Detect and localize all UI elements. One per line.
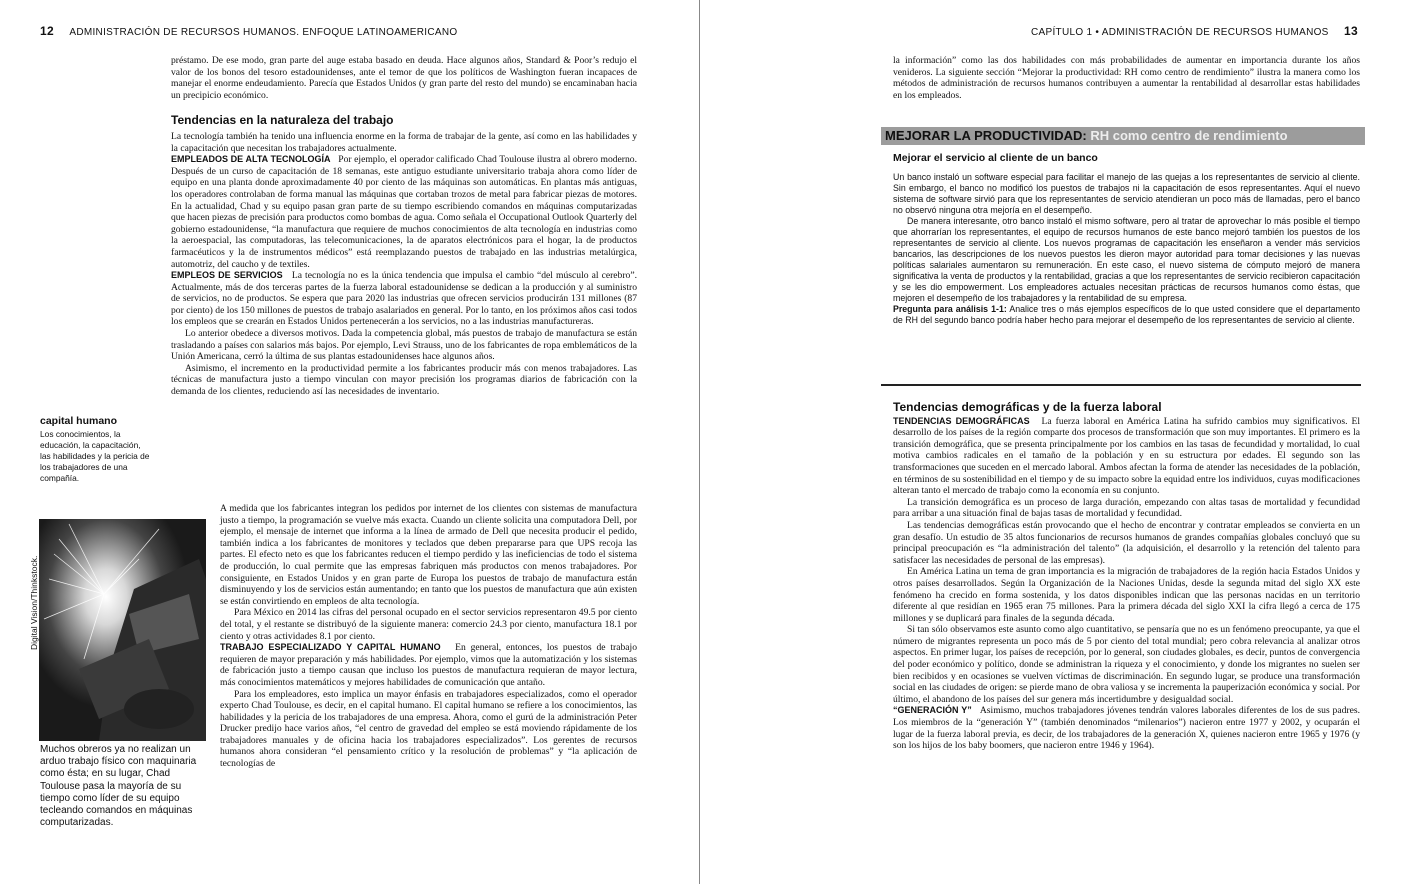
left-s3-head: TRABAJO ESPECIALIZADO Y CAPITAL HUMANO [220, 642, 441, 653]
margin-def: Los conocimientos, la educación, la capacitación, las habilidades y la pericia de los trabajadores de una compañía. [40, 429, 150, 483]
welding-photo [39, 519, 206, 741]
left-s2-text: La tecnología no es la única tendencia que impulsa el cambio “del músculo al cerebro”. Actualmente, más de dos terceras partes de la fuerza laboral estadounidense se dedican a la producción y al suministro de servicios, no de productos. Se espera que para 2020 las industrias que ofrecen servicios producirán 131 millones (87 por ciento) de los 150 millones de puestos de trabajo asalariados en general. Por lo tanto, en los próximos años casi todos los empleos que se crearán en Estados Unidos pertenecerán a los servicios, no a las industrias manufactureras. [171, 270, 637, 328]
margin-definition [40, 415, 152, 484]
left-p2: Lo anterior obedece a diversos motivos. Dada la competencia global, más puestos de trabajo de manufactura se están trasladando a países con salarios más bajos. Por ejemplo, Levi Strauss, uno de los fabricantes de ropa emblemáticos de la Unión Americana, cerró la última de sus plantas estadounidenses hace algunos años. [171, 328, 637, 363]
box-heading: Mejorar el servicio al cliente de un banco [893, 152, 1098, 164]
left-section-skilled [220, 642, 637, 688]
margin-term: capital humano [40, 415, 118, 427]
left-p3a: Asimismo, el incremento en la productividad permite a los fabricantes producir más con menos trabajadores. Las técnicas de manufactura justo a tiempo vinculan con mayor precisión los programas diarios de fabricación con la demanda de los clientes, reduciendo así las necesidades de inventario. [171, 362, 637, 398]
right-body [893, 390, 1360, 752]
left-p3b: A medida que los fabricantes integran los pedidos por internet de los clientes con sistemas de manufactura justo a tiempo, la programación se vuelve más exacta. Cuando un cliente solicita una computadora Dell, por ejemplo, el mensaje de internet que informa a la línea de armado de Dell que necesita producir el pedido, también indica a los fabricantes de monitores y teclados que deben prepararse para que UPS recoja las partes. El efecto neto es que los fabricantes reducen el tiempo perdido y las ineficiencias de todo el sistema de producción, lo cual permite que las empresas fabriquen más productos con menos trabajadores. Por consiguiente, en Estados Unidos y en gran parte de Europa los puestos de trabajo de manufactura están disminuyendo y los de servicios están aumentando; en tanto que los puestos de manufactura que aún existen se están convirtiendo en empleos de alta tecnología. [220, 503, 637, 607]
left-section-high-tech [171, 154, 637, 270]
right-page [701, 0, 1402, 884]
left-s1-head: EMPLEADOS DE ALTA TECNOLOGÍA [171, 154, 331, 165]
question-text: Analice tres o más ejemplos específicos de lo que usted considere que el departamento de RH del segundo banco podría haber hecho para mejorar el desempeño de los representantes de servicio al cliente. [893, 304, 1360, 325]
left-running-header [40, 24, 457, 38]
box-p2: De manera interesante, otro banco instaló el mismo software, pero al tratar de aprovechar lo más posible el tiempo que ahorrarían los representantes, el equipo de recursos humanos de este banco mejoró también los puestos de los representantes de servicio al cliente. Los nuevos programas de capacitación les enseñaron a vender más servicios bancarios, las descripciones de los nuevos puestos les dieron mayor autoridad para tomar decisiones y las nuevas políticas salariales aumentaron su remuneración. En este caso, el nuevo sistema de cómputo mejoró de manera significativa la venta de productos y la rentabilidad, gracias a que los representantes de servicio recibieron capacitación y se les dio empowerment. Los empleadores actuales necesitan prácticas de recursos humanos como éstas, que mejoren el desempeño de los trabajadores y la rentabilidad de su empresa. [893, 216, 1360, 303]
right-p1: La transición demográfica es un proceso de larga duración, empezando con altas tasas de mortalidad y fecundidad para arribar a una situación final de bajas tasas de mortalidad y fecundidad. [893, 496, 1360, 520]
question-label: Pregunta para análisis 1-1: [893, 304, 1007, 314]
left-p5: Para los empleadores, esto implica un mayor énfasis en trabajadores especializados, como el operador experto Chad Toulouse, es decir, en el capital humano. El capital humano se refiere a los conocimientos, las habilidades y la pericia de los trabajadores de una empresa. Ahora, como el gurú de la administración Peter Drucker predijo hace varios años, “el centro de gravedad del empleo se está moviendo rápidamente de los trabajadores manuales y de oficina hacia los trabajadores especializados”. Los gerentes de recursos humanos ahora consideran “el pensamiento crítico y la resolución de problemas” y “la aplicación de tecnologías de [220, 688, 637, 770]
right-intro-block [893, 55, 1360, 101]
productivity-box [893, 153, 1360, 326]
banner-main: MEJORAR LA PRODUCTIVIDAD: [885, 128, 1087, 143]
left-s3-text: En general, entonces, los puestos de trabajo requieren de mayor preparación y más habilidades. Por ejemplo, vimos que la automatización y los sistemas de fabricación justo a tiempo causan que incluso los puestos de manufactura requieran de mayor lectura, más conocimientos matemáticos y mejores habilidades de comunicación que antaño. [220, 642, 637, 688]
right-s2-head: “GENERACIÓN Y” [893, 705, 972, 716]
left-section-services [171, 270, 637, 328]
left-s2-head: EMPLEOS DE SERVICIOS [171, 270, 283, 281]
right-running-header [1031, 24, 1358, 38]
banner-sub: RH como centro de rendimiento [1090, 128, 1288, 143]
welding-photo-illustration [39, 519, 206, 741]
box-p1: Un banco instaló un software especial para facilitar el manejo de las quejas a los representantes de servicio al cliente. Sin embargo, el banco no modificó los puestos de trabajos ni la capacitación de esos representantes. Aquí el nuevo sistema de software sirvió para que los representantes de servicio atendieran un poco más de llamadas, pero el banco no observó ninguna otra mejoría en el desempeño. [893, 172, 1360, 215]
left-p1: La tecnología también ha tenido una influencia enorme en la forma de trabajar de la gente, así como en las habilidades y la capacitación que necesitan los trabajadores actualmente. [171, 130, 637, 154]
right-s1-text: La fuerza laboral en América Latina ha sufrido cambios muy significativos. El desarrollo de los países de la región comparte dos procesos de transformación que son muy importantes. El primero es la transición demográfica, que se presenta principalmente por los cambios en las tasas de fecundidad y mortalidad, lo cual motiva cambios radicales en el tamaño de la población y en su estructura por edades. El segundo son las transformaciones que suceden en el mercado laboral. Ambos afectan la forma de atender las necesidades de la población, en términos de su sostenibilidad en el tiempo y de su impacto sobre la equidad entre los individuos, cuyas modificaciones alteran tanto el mercado de trabajo como la economía en su conjunto. [893, 415, 1360, 497]
right-section-gen-y [893, 705, 1360, 751]
left-page-number: 12 [40, 24, 54, 38]
section-rule [881, 384, 1361, 386]
left-body-bottom [220, 503, 637, 770]
left-s1-text: Por ejemplo, el operador calificado Chad Toulouse ilustra al obrero moderno. Después de un curso de capacitación de 18 semanas, este antiguo estudiante universitario trabaja ahora como líder de equipo en una planta donde aproximadamente 40 por ciento de las máquinas son automáticas. En plantas más antiguas, los operadores controlaban de forma manual las máquinas que cortaban trozos de metal para fabricar piezas de motores. En la actualidad, Chad y su equipo pasan gran parte de su tiempo escribiendo comandos en máquinas computarizadas que hacen piezas de precisión para productos como bombas de agua. Como señala el Occupational Outlook Quarterly del gobierno estadounidense, “la manufactura que requiere de muchos conocimientos de alta tecnología en industrias como la aeroespacial, las computadoras, las telecomunicaciones, la de aparatos electrónicos para el hogar, la de productos farmacéuticos y la de instrumentos médicos” está reemplazando puestos de trabajado en las industrias metalúrgica, automotriz, del caucho y de textiles. [171, 154, 637, 270]
right-p4: Si tan sólo observamos este asunto como algo cuantitativo, se pensaría que no es un fenómeno preocupante, ya que el número de migrantes representa un poco más de 5 por ciento del total mundial; pero cobra relevancia al analizar otros aspectos. En primer lugar, los países de recepción, por lo general, son ciudades globales, es decir, puntos de convergencia del poder económico y político, donde se administran la riqueza y el conocimiento, y donde los migrantes no suelen ser bien recibidos y en ocasiones se vuelven víctimas de discriminación. En segundo lugar, se produce una transformación social en las ciudades de origen: se pierde mano de obra valiosa y se incrementa la pauperización económica y social. Por último, el abandono de los países del sur genera más incertidumbre y desigualdad social. [893, 624, 1360, 705]
left-intro: préstamo. De ese modo, gran parte del auge estaba basado en deuda. Hace algunos años, Standard & Poor’s redujo el valor de los bonos del tesoro estadounidenses, ante el temor de que los políticos de Washington fueran incapaces de manejar el enorme endeudamiento. Parecía que Estados Unidos (y gran parte del resto del mundo) se encaminaban hacia un precipicio económico. [171, 55, 637, 101]
right-page-number: 13 [1344, 24, 1358, 38]
right-s2-text: Asimismo, muchos trabajadores jóvenes tendrán valores laborales diferentes de los de sus padres. Los miembros de la “generación Y” (también denominados “milenarios”) nacieron entre 1977 y 2002, y ocuparán el lugar de la fuerza laboral previa, es decir, de los trabajadores de la generación X, quienes nacieron entre 1965 y 1976 (y son los hijos de los baby boomers, que nacieron entre 1946 y 1964). [893, 705, 1360, 752]
right-running-head: CAPÍTULO 1 • ADMINISTRACIÓN DE RECURSOS HUMANOS [1031, 27, 1329, 38]
right-intro: la información” como las dos habilidades con más probabilidades de aumentar en importancia durante los años venideros. La siguiente sección “Mejorar la productividad: RH como centro de rendimiento” ilustra la manera como los métodos de administración de recursos humanos contribuyen a aumentar la rentabilidad al desarrollar estas habilidades en los empleados. [893, 55, 1360, 101]
left-page: 12 ADMINISTRACIÓN DE RECURSOS HUMANOS. ENFOQUE LATINOAMERICANO préstamo. De ese modo, gran parte del auge estaba basado en deuda. Hace algunos años, Standard & Poor’s redujo el valor de los bonos del tesoro estadounidenses, ante el temor de que los políticos de Washington fueran incapaces de manejar el enorme endeudamiento. Parecía que Estados Unidos (y gran parte del resto del mundo) se encaminaban hacia un precipicio económico. Tendencias en la naturaleza del trabajo La tecnología también ha tenido una influencia enorme en la forma de trabajar de la gente, así como en las habilidades y la capacitación que necesitan los trabajadores actualmente. EMPLEADOS DE ALTA TECNOLOGÍA Por ejemplo, el operador calificado Chad Toulouse ilustra al obrero moderno. Después de un curso de capacitación de 18 semanas, este antiguo estudiante universitario trabaja ahora como líder de equipo en una planta donde aproximadamente 40 por ciento de las máquinas son automáticas. En plantas más antiguas, los operadores controlaban de forma manual las máquinas que cortaban trozos de metal para fabricar piezas de motores. En la actualidad, Chad y su equipo pasan gran parte de su tiempo escribiendo comandos en máquinas computarizadas que hacen piezas de precisión para productos como bombas de agua. Como señala el Occupational Outlook Quarterly del gobierno estadounidense, “la manufactura que requiere de muchos conocimientos de alta tecnología en industrias como la aeroespacial, las computadoras, las telecomunicaciones, la de aparatos electrónicos para el hogar, la de productos farmacéuticos y la de instrumentos médicos” está reemplazando puestos de trabajado en las industrias metalúrgica, automotriz, del caucho y de textiles. EMPLEOS DE SERVICIOS La tecnología no es la única tendencia que impulsa el cambio “del músculo al cerebro”. Actualmente, más de dos terceras partes de la fuerza laboral estadounidense se dedican a la producción y al suministro de servicios, no de productos. Se espera que para 2020 las industrias que ofrecen servicios producirán 131 millones (87 por ciento) de los 150 millones de puestos de trabajo asalariados en general. Por lo tanto, en los próximos años casi todos los empleos que se crearán en Estados Unidos pertenecerán a los servicios, no a las industrias manufactureras. Lo anterior obedece a diversos motivos. Dada la competencia global, más puestos de trabajo de manufactura se están trasladando a países con salarios más bajos. Por ejemplo, Levi Strauss, uno de los fabricantes de ropa emblemáticos de la Unión Americana, cerró la última de sus plantas estadounidenses hace algunos años. Asimismo, el incremento en la productividad permite a los fabricantes producir más con menos trabajadores. Las técnicas de manufactura justo a tiempo vinculan con mayor precisión los programas diarios de fabricación con la demanda de los clientes, reduciendo así las necesidades de inventario. A medida que los fabricantes integran los pedidos por internet de los clientes con sistemas de manufactura justo a tiempo, la programación se vuelve más exacta. Cuando un cliente solicita una computadora Dell, por ejemplo, el mensaje de internet que informa a la línea de armado de Dell que necesita producir el pedido, también indica a los fabricantes de monitores y teclados que deben prepararse para que UPS recoja las partes. El efecto neto es que los fabricantes reducen el tiempo perdido y las ineficiencias de todo el sistema de producción, lo cual permite que las empresas fabriquen más productos con menos trabajadores. Por consiguiente, en Estados Unidos y en gran parte de Europa los puestos de trabajo de manufactura están disminuyendo y los de servicios están aumentando; en tanto que los puestos de manufactura que aún existen se están convirtiendo en empleos de alta tecnología. Para México en 2014 las cifras del personal ocupado en el sector servicios representaron 49.5 por ciento del total, y el restante se distribuyó de la siguiente manera: comercio 24.3 por ciento, manufactura 18.1 por ciento y otras actividades 8.1 por ciento. TRABAJO ESPECIALIZADO Y CAPITAL HUMANO En general, entonces, los puestos de trabajo requieren de mayor preparación y más habilidades. Por ejemplo, vimos que la automatización y los sistemas de fabricación justo a tiempo causan que incluso los puestos de manufactura requieran de mayor lectura, más conocimientos matemáticos y mejores habilidades de comunicación que antaño. Para los empleadores, esto implica un mayor énfasis en trabajadores especializados, como el operador experto Chad Toulouse, es decir, en el capital humano. El capital humano se refiere a los conocimientos, las habilidades y la pericia de los trabajadores de una empresa. Ahora, como el gurú de la administración Peter Drucker predijo hace varios años, “el centro de gravedad del empleo se está moviendo rápidamente de los trabajadores manuales y de oficina hacia los trabajadores especializados”. Los gerentes de recursos humanos ahora consideran “el pensamiento crítico y la resolución de problemas” y “la aplicación de tecnologías de capital humano Los conocimientos, la educación, la capacitación, las habilidades y la pericia de los trabajadores de una compañía. Digital Vision/Thinkstock. Muchos obreros ya no realizan un arduo trabajo físico con maquinaria como ésta; en su lugar, Chad Toulouse pasa la mayoría de su tiempo como líder de su equipo tecleando comandos en máquinas computarizadas. [29, 24, 637, 829]
right-heading: Tendencias demográficas y de la fuerza laboral [893, 400, 1162, 414]
left-heading: Tendencias en la naturaleza del trabajo [171, 113, 394, 128]
right-s1-head: TENDENCIAS DEMOGRÁFICAS [893, 415, 1030, 426]
left-body-top [171, 55, 637, 398]
right-section-demographic [893, 416, 1360, 497]
productivity-banner [881, 127, 1365, 145]
discussion-question [893, 304, 1360, 326]
photo-caption: Muchos obreros ya no realizan un arduo trabajo físico con maquinaria como ésta; en su lugar, Chad Toulouse pasa la mayoría de su tiempo como líder de su equipo tecleando comandos en máquinas computarizadas. [40, 744, 197, 829]
left-running-head: ADMINISTRACIÓN DE RECURSOS HUMANOS. ENFOQUE LATINOAMERICANO [69, 27, 458, 38]
left-p4: Para México en 2014 las cifras del personal ocupado en el sector servicios representaron 49.5 por ciento del total, y el restante se distribuyó de la siguiente manera: comercio 24.3 por ciento, manufactura 18.1 por ciento y otras actividades 8.1 por ciento. [220, 607, 637, 642]
right-p2: Las tendencias demográficas están provocando que el hecho de encontrar y contratar empleados se convierta en un gran desafío. Un estudio de 35 altos funcionarios de recursos humanos de grandes compañías globales concluyó que su principal preocupación es “la administración del talento” (la adquisición, el desarrollo y la retención del talento para satisfacer las necesidades de personal de las empresas). [893, 519, 1360, 566]
right-p3: En América Latina un tema de gran importancia es la migración de trabajadores de la región hacia Estados Unidos y otros países desarrollados. Según la Organización de la Naciones Unidas, desde la segunda mitad del siglo XX este fenómeno ha crecido en forma sostenida, y los datos disponibles indican que las personas nacidas en un territorio diferente al que residían en 1965 eran 75 millones. Para la primera década del siglo XXI la cifra llegó a cerca de 175 millones y se duplicará para finales de la segunda década. [893, 566, 1360, 624]
